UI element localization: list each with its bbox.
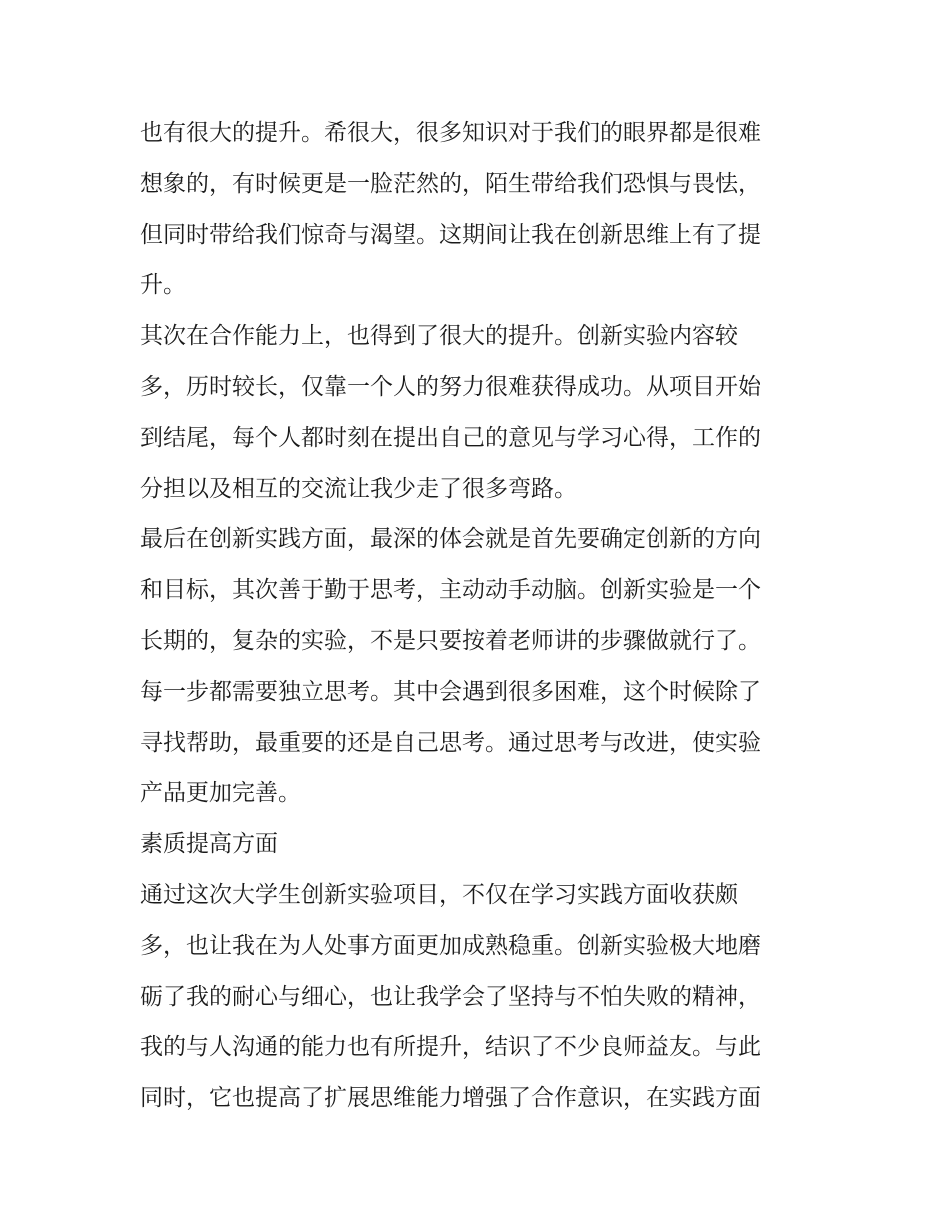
text-line: 我的与人沟通的能力也有所提升，结识了不少良师益友。与此 xyxy=(140,1034,761,1061)
text-line: 分担以及相互的交流让我少走了很多弯路。 xyxy=(140,475,577,502)
text-line: 每一步都需要独立思考。其中会遇到很多困难，这个时候除了 xyxy=(140,678,761,705)
text-line: 也有很大的提升。希很大，很多知识对于我们的眼界都是很难 xyxy=(140,120,761,146)
text-line: 和目标，其次善于勤于思考，主动动手动脑。创新实验是一个 xyxy=(140,577,761,604)
text-line: 升。 xyxy=(140,272,186,299)
text-line: 到结尾，每个人都时刻在提出自己的意见与学习心得，工作的 xyxy=(140,424,761,451)
section-heading: 素质提高方面 xyxy=(140,831,278,858)
text-line: 同时，它也提高了扩展思维能力增强了合作意识，在实践方面 xyxy=(140,1085,761,1112)
text-line: 多，也让我在为人处事方面更加成熟稳重。创新实验极大地磨 xyxy=(140,932,761,959)
text-line: 其次在合作能力上，也得到了很大的提升。创新实验内容较 xyxy=(140,323,738,350)
text-line: 通过这次大学生创新实验项目，不仅在学习实践方面收获颇 xyxy=(140,881,738,908)
text-line: 但同时带给我们惊奇与渴望。这期间让我在创新思维上有了提 xyxy=(140,221,761,248)
text-line: 最后在创新实践方面，最深的体会就是首先要确定创新的方向 xyxy=(140,526,761,553)
document-body xyxy=(140,108,820,1124)
text-line: 多，历时较长，仅靠一个人的努力很难获得成功。从项目开始 xyxy=(140,373,761,400)
text-line: 长期的，复杂的实验，不是只要按着老师讲的步骤做就行了。 xyxy=(140,627,761,654)
text-line: 砺了我的耐心与细心，也让我学会了坚持与不怕失败的精神， xyxy=(140,983,761,1010)
text-line: 想象的，有时候更是一脸茫然的，陌生带给我们恐惧与畏怯， xyxy=(140,170,761,197)
text-line: 产品更加完善。 xyxy=(140,780,301,807)
text-line: 寻找帮助，最重要的还是自己思考。通过思考与改进，使实验 xyxy=(140,729,761,756)
